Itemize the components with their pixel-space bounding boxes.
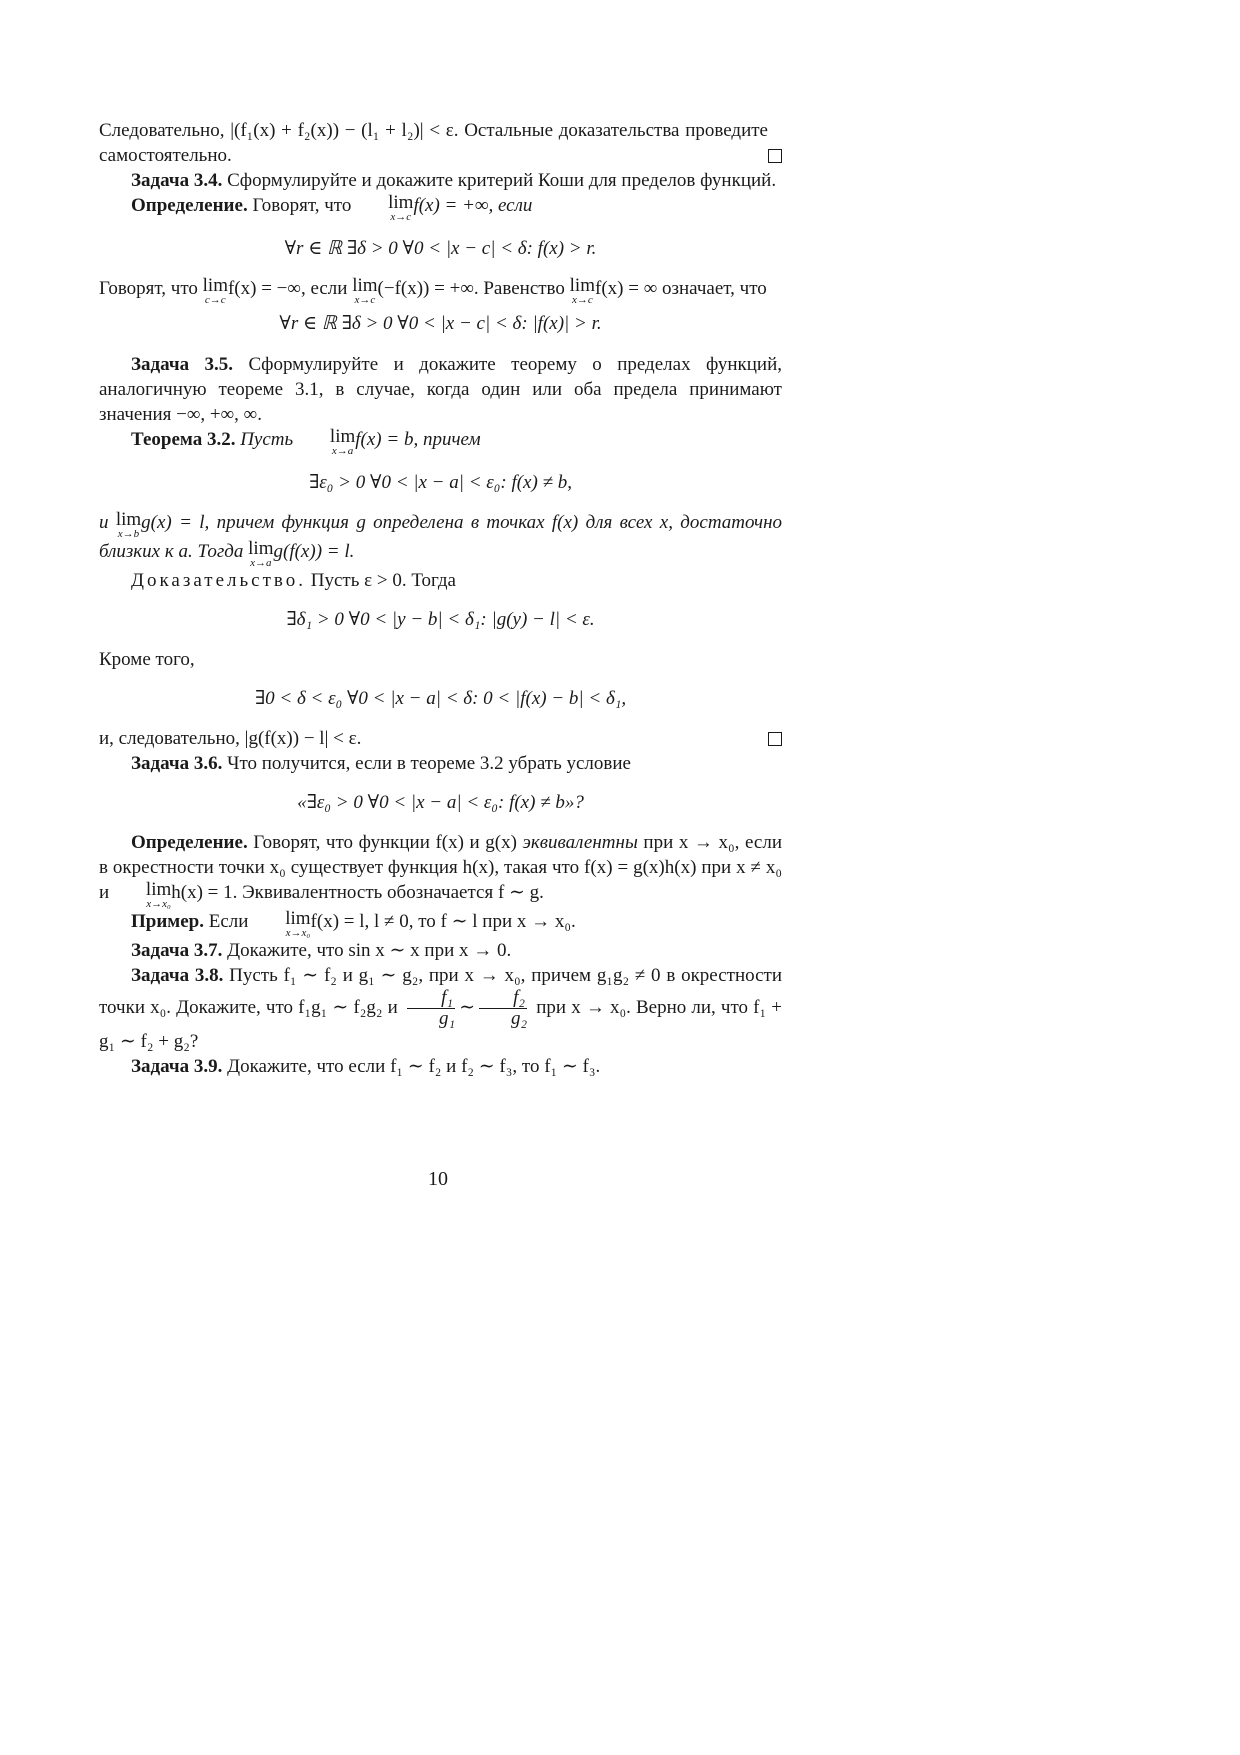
document-page bbox=[99, 118, 782, 1079]
example: Пример. Если lim x→x₀ f(x) = l, l ≠ 0, то f ∼ l при x → x₀. bbox=[131, 908, 576, 939]
limit-operator: lim x→x₀ bbox=[145, 879, 172, 910]
fraction-f2-g2: $\frac{\text{f₂}}{\text{g₂}}$ bbox=[479, 988, 527, 1029]
limit-operator: lim x→a bbox=[248, 538, 274, 569]
paragraph-conclusion: и, следовательно, |g(f(x)) − l| < ε. bbox=[99, 726, 782, 751]
theorem-3-2: Теорема 3.2. Пусть lim x→a f(x) = b, причем bbox=[131, 426, 481, 457]
page-number: 10 bbox=[428, 1168, 448, 1190]
limit-operator: lim x→x₀ bbox=[285, 908, 311, 939]
qed-square-icon bbox=[768, 732, 782, 746]
formula-delta: ∃0 < δ < ε₀ ∀0 < |x − a| < δ: 0 < |f(x) − b| < δ₁, bbox=[254, 688, 627, 709]
formula-removed-condition: «∃ε₀ > 0 ∀0 < |x − a| < ε₀: f(x) ≠ b»? bbox=[297, 792, 584, 813]
limit-operator: lim x→a bbox=[329, 426, 356, 457]
qed-square-icon bbox=[768, 149, 782, 163]
formula-theorem-condition: ∃ε₀ > 0 ∀0 < |x − a| < ε₀: f(x) ≠ b, bbox=[309, 472, 572, 493]
limit-operator: lim x→c bbox=[569, 275, 595, 306]
task-3-7: Задача 3.7. Докажите, что sin x ∼ x при x → 0. bbox=[131, 940, 512, 961]
task-3-5: Задача 3.5. Сформулируйте и докажите теорему о пределах функций, аналогичную теореме 3.1, в случае, когда один или оба предела принимают значения −∞, +∞, ∞. bbox=[99, 354, 782, 425]
definition-plus-infinity: Определение. Говорят, что lim x→c f(x) = +∞, если bbox=[131, 192, 533, 223]
formula-plus-infinity: ∀r ∈ ℝ ∃δ > 0 ∀0 < |x − c| < δ: f(x) > r. bbox=[284, 238, 597, 259]
limit-operator: lim x→b bbox=[115, 509, 142, 540]
task-3-4: Задача 3.4. Сформулируйте и докажите критерий Коши для пределов функций. bbox=[131, 170, 777, 191]
formula-delta-one: ∃δ₁ > 0 ∀0 < |y − b| < δ₁: |g(y) − l| < ε. bbox=[286, 609, 595, 630]
paragraph-sum-proof: Следовательно, |(f₁(x) + f₂(x)) − (l₁ + l₂)| < ε. Остальные доказательства проведите самостоятельно. bbox=[99, 118, 782, 168]
fraction-f1-g1: $\frac{\text{f₁}}{\text{g₁}}$ bbox=[407, 988, 455, 1029]
theorem-3-2-continued: и lim x→b g(x) = l, причем функция g определена в точках f(x) для всех x, достаточно близких к a. Тогда lim x→a g(f(x)) = l. bbox=[99, 509, 782, 569]
paragraph-minus-infinity: Говорят, что lim c→c f(x) = −∞, если lim x→c (−f(x)) = +∞. Равенство lim x→c f(x) = ∞ означает, что bbox=[99, 275, 767, 306]
definition-equivalence: Определение. Говорят, что функции f(x) и g(x) эквивалентны при x → x₀, если в окрестности точки x₀ существует функция h(x), такая что f(x) = g(x)h(x) при x ≠ x₀ и lim x→x₀ h(x) = 1. Эквивалентность обозначается f ∼ g. bbox=[99, 832, 782, 910]
limit-operator: lim c→c bbox=[202, 275, 228, 306]
paragraph-besides: Кроме того, bbox=[99, 649, 195, 670]
task-3-8: Задача 3.8. Пусть f₁ ∼ f₂ и g₁ ∼ g₂, при x → x₀, причем g₁g₂ ≠ 0 в окрестности точки x₀. Докажите, что f₁g₁ ∼ f₂g₂ и $\frac{\text{f₁}}{\text{g₁}}$ ∼ $\frac{\text{f₂}}{\text{g₂}}$ при x → x₀. Верно ли, что f₁ + g₁ ∼ f₂ + g₂? bbox=[99, 965, 782, 1052]
task-3-9: Задача 3.9. Докажите, что если f₁ ∼ f₂ и f₂ ∼ f₃, то f₁ ∼ f₃. bbox=[131, 1056, 601, 1077]
limit-operator: lim x→c bbox=[352, 275, 378, 306]
limit-operator: lim x→c bbox=[388, 192, 414, 223]
proof-start: Доказательство. Пусть ε > 0. Тогда bbox=[131, 570, 456, 591]
task-3-6: Задача 3.6. Что получится, если в теореме 3.2 убрать условие bbox=[131, 753, 631, 774]
formula-infinity: ∀r ∈ ℝ ∃δ > 0 ∀0 < |x − c| < δ: |f(x)| > r. bbox=[279, 313, 602, 334]
